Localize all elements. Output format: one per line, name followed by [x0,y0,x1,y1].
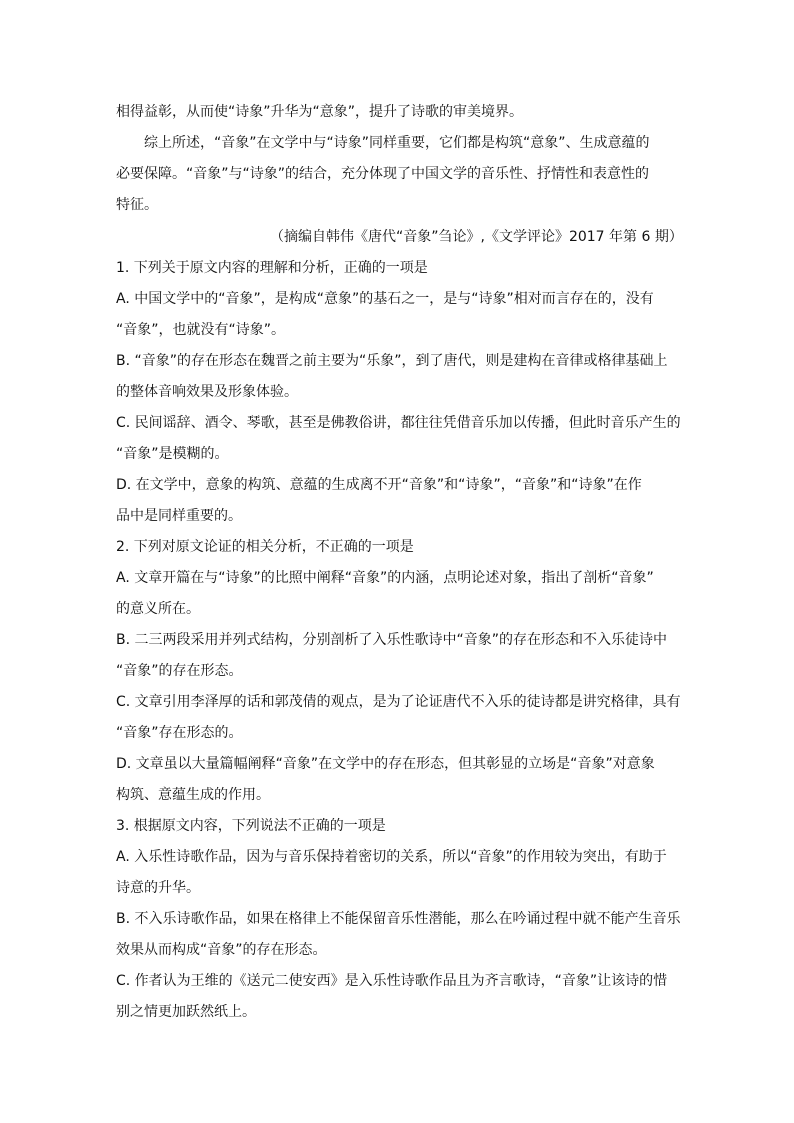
question-3-option-b-cont: 效果从而构成“音象”的存在形态。 [116,942,327,958]
paragraph-line: 特征。 [116,197,158,213]
question-2-option-c-cont: “音象”存在形态的。 [116,725,243,741]
question-3-option-a-cont: 诗意的升华。 [116,880,200,896]
question-1-option-b-cont: 的整体音响效果及形象体验。 [116,384,298,400]
question-3-option-c-cont: 别之情更加跃然纸上。 [116,1004,256,1020]
question-1-option-c-cont: “音象”是模糊的。 [116,446,229,462]
question-2-option-b: B. 二三两段采用并列式结构，分别剖析了入乐性歌诗中“音象”的存在形态和不入乐徒诗中 [116,632,668,648]
question-2-option-c: C. 文章引用李泽厚的话和郭茂倩的观点，是为了论证唐代不入乐的徒诗都是讲究格律，具有 [116,694,681,710]
question-1-stem: 1. 下列关于原文内容的理解和分析，正确的一项是 [116,260,428,276]
question-1-option-d-cont: 品中是同样重要的。 [116,508,242,524]
question-2-option-b-cont: “音象”的存在形态。 [116,663,243,679]
question-3-stem: 3. 根据原文内容，下列说法不正确的一项是 [116,818,386,834]
source-citation: （摘编自韩伟《唐代“音象”刍论》,《文学评论》2017 年第 6 期） [270,229,683,245]
question-3-option-c: C. 作者认为王维的《送元二使安西》是入乐性诗歌作品且为齐言歌诗，“音象”让该诗的惜 [116,973,668,989]
question-2-option-d: D. 文章虽以大量篇幅阐释“音象”在文学中的存在形态，但其彰显的立场是“音象”对意象 [116,756,655,772]
paragraph-line: 综上所述，“音象”在文学中与“诗象”同样重要，它们都是构筑“意象”、生成意蕴的 [144,135,650,151]
paragraph-line: 必要保障。“音象”与“诗象”的结合，充分体现了中国文学的音乐性、抒情性和表意性的 [116,166,650,182]
paragraph-line: 相得益彰，从而使“诗象”升华为“意象”，提升了诗歌的审美境界。 [116,104,524,120]
question-1-option-a-cont: “音象”，也就没有“诗象”。 [116,322,286,338]
question-3-option-b: B. 不入乐诗歌作品，如果在格律上不能保留音乐性潜能，那么在吟诵过程中就不能产生音乐 [116,911,681,927]
question-1-option-d: D. 在文学中，意象的构筑、意蕴的生成离不开“音象”和“诗象”，“音象”和“诗象”在作 [116,477,642,493]
question-2-stem: 2. 下列对原文论证的相关分析，不正确的一项是 [116,539,414,555]
question-1-option-a: A. 中国文学中的“音象”，是构成“意象”的基石之一，是与“诗象”相对而言存在的，没有 [116,291,654,307]
question-1-option-b: B. “音象”的存在形态在魏晋之前主要为“乐象”，到了唐代，则是建构在音律或格律基础上 [116,353,668,369]
question-2-option-d-cont: 构筑、意蕴生成的作用。 [116,787,270,803]
question-1-option-c: C. 民间谣辞、酒令、琴歌，甚至是佛教俗讲，都往往凭借音乐加以传播，但此时音乐产生的 [116,415,681,431]
question-3-option-a: A. 入乐性诗歌作品，因为与音乐保持着密切的关系，所以“音象”的作用较为突出，有助于 [116,849,667,865]
question-2-option-a: A. 文章开篇在与“诗象”的比照中阐释“音象”的内涵，点明论述对象，指出了剖析“音象” [116,570,654,586]
question-2-option-a-cont: 的意义所在。 [116,601,200,617]
